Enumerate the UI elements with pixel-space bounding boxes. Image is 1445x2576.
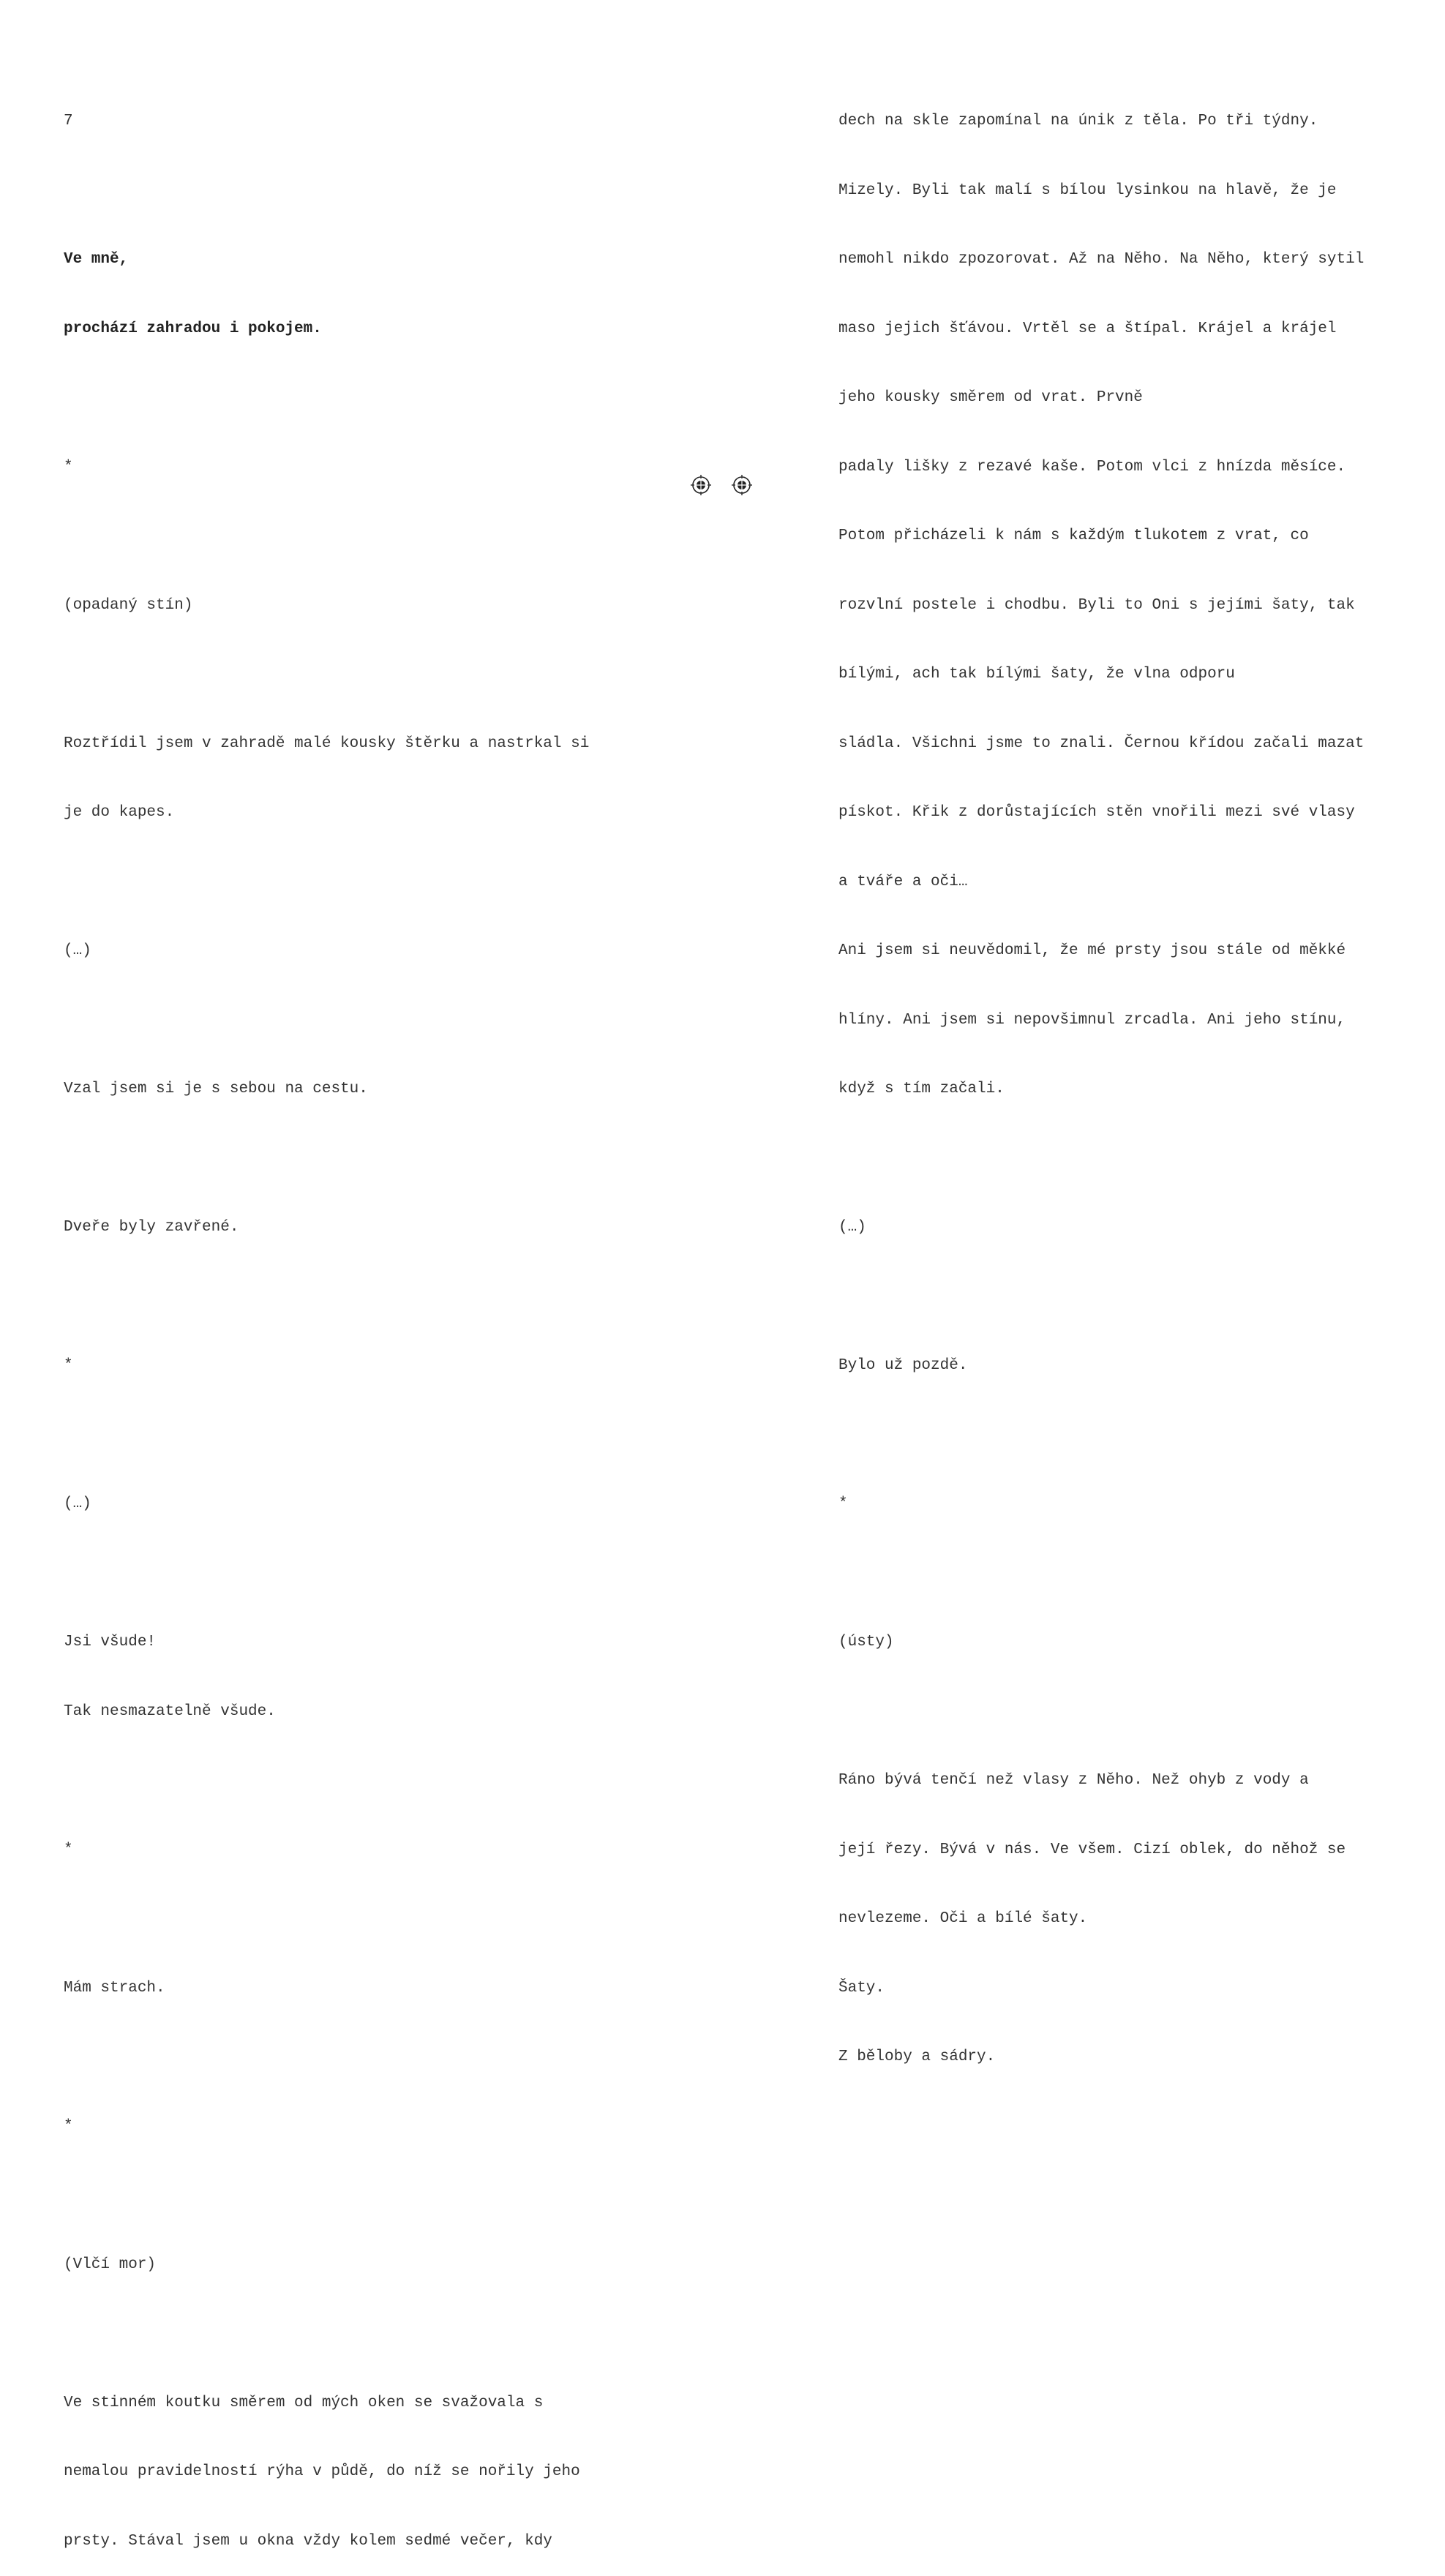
heading-line-1: Ve mně, <box>64 251 129 268</box>
ellipsis-marker: (…) <box>64 942 91 959</box>
paragraph-line: nevlezeme. Oči a bílé šaty. <box>838 1910 1088 1927</box>
paragraph-line: Dveře byly zavřené. <box>64 1219 239 1236</box>
paragraph-line: Šaty. <box>838 1979 885 1997</box>
crosshair-registration-icon <box>690 474 712 496</box>
paragraph-line: jeho kousky směrem od vrat. Prvně <box>838 389 1143 406</box>
paragraph-line: Ve stinném koutku směrem od mých oken se svažovala s <box>64 2394 544 2411</box>
registration-marks <box>690 474 757 496</box>
paragraph-line: když s tím začali. <box>838 1081 1005 1097</box>
section-star: * <box>64 2117 73 2135</box>
paragraph-line: nemalou pravidelností rýha v půdě, do níž se nořily jeho <box>64 2463 580 2480</box>
paragraph-line: pískot. Křik z dorůstajících stěn vnořili mezi své vlasy <box>838 804 1355 821</box>
paragraph-line: Mizely. Byli tak malí s bílou lysinkou na hlavě, že je <box>838 181 1337 199</box>
paragraph-line: prsty. Stával jsem u okna vždy kolem sedmé večer, kdy <box>64 2532 552 2550</box>
paragraph-line: Ani jsem si neuvědomil, že mé prsty jsou stále od měkké <box>838 942 1346 959</box>
paragraph-line: její řezy. Bývá v nás. Ve všem. Cizí oblek, do něhož se <box>838 1841 1346 1858</box>
paragraph-line: padaly lišky z rezavé kaše. Potom vlci z hnízda měsíce. <box>838 458 1346 476</box>
heading-line-2: prochází zahradou i pokojem. <box>64 320 322 337</box>
paragraph-line: Potom přicházeli k nám s každým tlukotem z vrat, co <box>838 527 1309 544</box>
paragraph-line: je do kapes. <box>64 804 175 821</box>
section-subtitle: (opadaný stín) <box>64 596 193 614</box>
section-star: * <box>64 1841 73 1858</box>
section-star: * <box>64 1357 73 1374</box>
paragraph-line: rozvlní postele i chodbu. Byli to Oni s jejími šaty, tak <box>838 596 1355 614</box>
paragraph-line: Z běloby a sádry. <box>838 2049 996 2065</box>
ellipsis-marker: (…) <box>64 1495 91 1512</box>
paragraph-line: Bylo už pozdě. <box>838 1357 968 1374</box>
paragraph-line: maso jejich šťávou. Vrtěl se a štípal. Krájel a krájel <box>838 320 1337 337</box>
paragraph-line: Vzal jsem si je s sebou na cestu. <box>64 1081 368 1097</box>
crosshair-registration-icon <box>731 474 753 496</box>
paragraph-line: sládla. Všichni jsme to znali. Černou křídou začali mazat <box>838 735 1365 752</box>
paragraph-line: bílými, ach tak bílými šaty, že vlna odporu <box>838 666 1235 683</box>
paragraph-line: hlíny. Ani jsem si nepovšimnul zrcadla. Ani jeho stínu, <box>838 1011 1346 1029</box>
page-number: 7 <box>64 113 73 129</box>
paragraph-line: Mám strach. <box>64 1979 165 1997</box>
section-subtitle: (Vlčí mor) <box>64 2256 157 2273</box>
paragraph-line: Tak nesmazatelně všude. <box>64 1702 276 1720</box>
section-star: * <box>838 1495 848 1512</box>
paragraph-line: Jsi všude! <box>64 1634 157 1651</box>
right-page <box>838 64 1395 2092</box>
paragraph-line: Ráno bývá tenčí než vlasy z Něho. Než ohyb z vody a <box>838 1772 1309 1789</box>
paragraph-line: a tváře a oči… <box>838 873 968 890</box>
paragraph-line: Roztřídil jsem v zahradě malé kousky štěrku a nastrkal si <box>64 735 590 752</box>
section-star: * <box>64 458 73 476</box>
paragraph-line: dech na skle zapomínal na únik z těla. Po tři týdny. <box>838 113 1318 129</box>
section-subtitle: (ústy) <box>838 1634 894 1651</box>
ellipsis-marker: (…) <box>838 1219 866 1236</box>
paragraph-line: nemohl nikdo zpozorovat. Až na Něho. Na Něho, který sytil <box>838 251 1365 268</box>
left-page <box>64 64 620 2576</box>
